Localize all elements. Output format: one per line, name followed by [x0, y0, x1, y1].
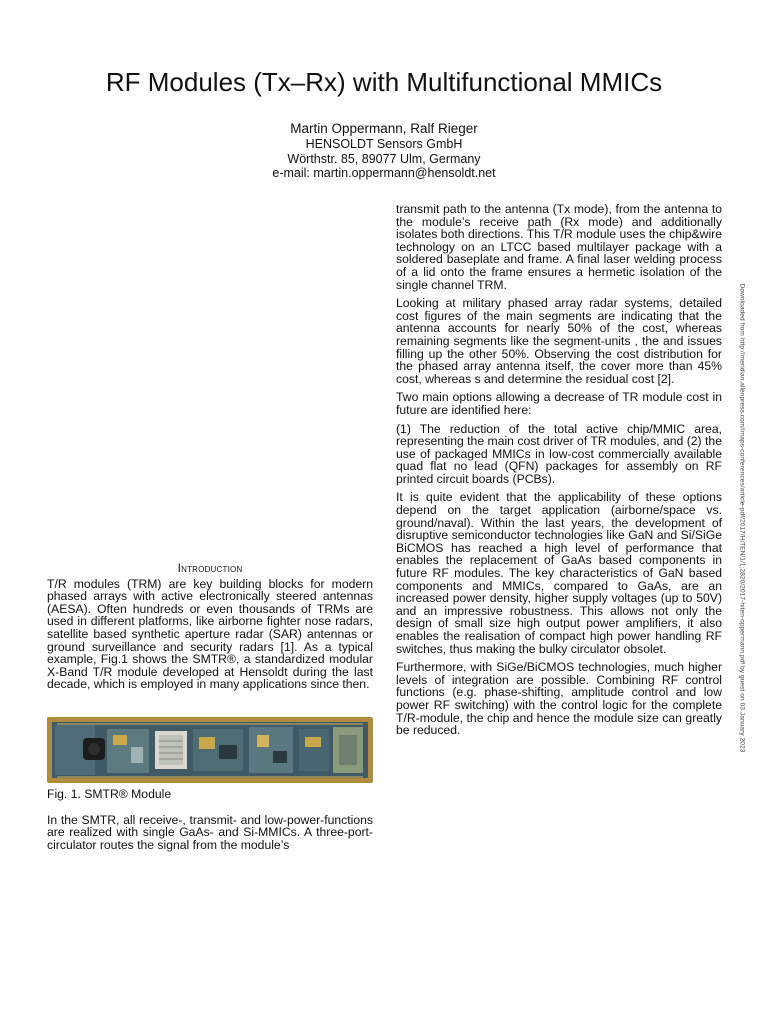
right-column: [396, 203, 722, 743]
figure-caption: Fig. 1. SMTR® Module: [47, 786, 172, 801]
author-block: [0, 120, 768, 181]
affiliation: HENSOLDT Sensors GmbH: [305, 137, 463, 151]
smtr-module-image: [47, 717, 373, 783]
address: Wörthstr. 85, 89077 Ulm, Germany: [287, 151, 481, 166]
smtr-paragraph: In the SMTR, all receive-, transmit- and low-power-functions are realized with single GaAs- and Si-MMICs. A three-port-circulator routes the signal from the module’s: [47, 812, 373, 852]
left-column: [47, 562, 373, 857]
paragraph-cost-figures: Looking at military phased array radar systems, detailed cost figures of the main segments are indicating that the antenna accounts for nearly 50% of the cost, whereas remaining segments like the segment-units , the and issues filling up the other 50%. Observing the cost distribution for the phased array antenna itself, the cover more than 45% cost, whereas s and determine the residual cost [2].: [396, 296, 722, 386]
intro-paragraph: T/R modules (TRM) are key building blocks for modern phased arrays with active electronically steered antennas (AESA). Often hundreds or even thousands of TRMs are used in different platforms, like airborne fighter nose radars, satellite based synthetic aperture radar (SAR) antennas or ground surveillance and security radars [1]. As a typical example, Fig.1 shows the SMTR®, a standardized modular X-Band T/R module developed at Hensoldt during the last decade, which is employed in many applications since then.: [47, 576, 373, 692]
paragraph-transmit-path: transmit path to the antenna (Tx mode), from the antenna to the module’s receive path (Rx mode) and additionally isolates both directions. This T/R module uses the chip&wire technology on an LTCC based multilayer package with a soldered baseplate and frame. A final laser welding process of a lid onto the frame ensures a hermetic isolation of the single channel TRM.: [396, 202, 722, 292]
author-names: Martin Oppermann, Ralf Rieger: [290, 121, 478, 136]
download-notice: [737, 258, 747, 778]
paragraph-applicability: It is quite evident that the applicability of these options depend on the target application (airborne/space vs. ground/naval). Within the last years, the development of disruptive semiconductor technologies like GaN and Si/SiGe BiCMOS has reached a high level of performance that enables the replacement of GaAs based components in future RF modules. The key characteristics of GaN based components and MMICs, compared to GaAs, are an increased power density, higher supply voltages (up to 50V) and an impressive robustness. This allows not only the design of small size high output power amplifiers, it also enables the realisation of compact high power handling RF switches, thus making the bulky circulator obsolet.: [396, 490, 722, 656]
paragraph-options-list: (1) The reduction of the total active chip/MMIC area, representing the main cost driver of TR modules, and (2) the use of packaged MMICs in low-cost commercially available quad flat no lead (QFN) packages for assembly on RF printed circuit boards (PCBs).: [396, 421, 722, 486]
section-heading-introduction: Introduction: [177, 561, 243, 575]
download-notice-text: Downloaded from http://meridian.allenpress.com/imaps-conferences/article-pdf/2017/HiTEN/1/1:2820/2017-hiten-oppermann.pdf by guest on 03 January 2023: [738, 283, 746, 753]
smtr-module-photo: [47, 717, 373, 783]
email: e-mail: martin.oppermann@hensoldt.net: [272, 166, 496, 180]
paragraph-sige-bicmos: Furthermore, with SiGe/BiCMOS technologies, much higher levels of integration are possible. Combining RF control functions (e.g. phase-shifting, amplitude control and low power RF switching) with the control logic for the complete T/R-module, the chip and hence the module size can greatly be reduced.: [396, 660, 722, 738]
paragraph-main-options: Two main options allowing a decrease of TR module cost in future are identified here:: [396, 390, 722, 417]
paper-title: RF Modules (Tx–Rx) with Multifunctional MMICs: [105, 67, 663, 97]
